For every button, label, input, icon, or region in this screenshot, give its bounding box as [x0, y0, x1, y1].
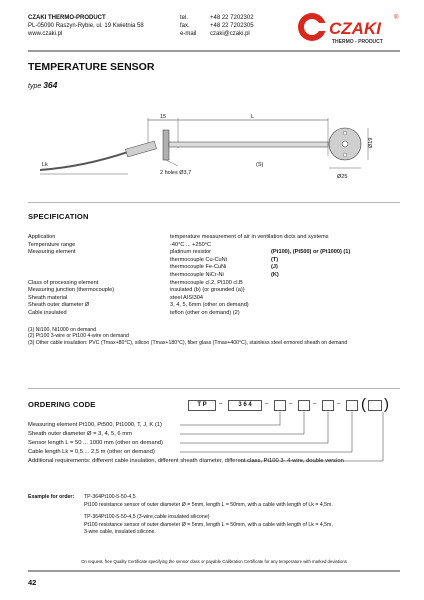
company-website[interactable]: www.czaki.pl — [28, 31, 63, 37]
code-paren-open: ( — [361, 396, 366, 413]
code-box-additional — [368, 400, 382, 411]
spec-row — [28, 295, 400, 302]
examples-block — [84, 494, 402, 535]
note-3: (3) Other cable insulation: PVC (Tmax+80°C), silicon (Tmax+180°C), fiber glass (Tmax+400°C), stainless steel ermored sheath on demand — [28, 339, 348, 346]
code-dash-1: – — [219, 401, 223, 407]
spec-rule — [28, 202, 400, 203]
ordering-line-element: Measuring element Pt100, Pt500, Pt1000, T, J, K (1) — [28, 422, 162, 428]
code-box-diameter — [298, 400, 310, 411]
spec-row — [28, 310, 400, 317]
code-box-cable — [346, 400, 358, 411]
center-bore — [342, 141, 348, 147]
code-dash-3: – — [289, 401, 293, 407]
spec-value: platinum resistor — [170, 249, 212, 256]
ordering-heading: ORDERING CODE — [28, 400, 96, 409]
flange — [163, 130, 169, 160]
spec-value: thermocouple NiCr-Ni — [170, 272, 224, 278]
spec-row — [28, 234, 400, 241]
spec-label: Class of processing element — [28, 279, 99, 286]
code-paren-close: ) — [384, 396, 389, 413]
spec-row — [28, 302, 400, 309]
spec-value: thermocouple Fe-CuNi — [170, 264, 227, 271]
spec-notes — [28, 327, 400, 346]
spec-value: teflon (other on demand) (2) — [170, 310, 240, 316]
spec-row — [28, 242, 400, 249]
code-box-length — [322, 400, 334, 411]
spec-value: -40°C ... +250°C — [170, 241, 212, 248]
ordering-line-additional: Additional requirements: different cable insulation, different sheath diameter, different class, Pt100 3- 4-wire, double version — [28, 458, 344, 464]
logo-wordmark: CZAKI — [329, 19, 381, 38]
page-number: 42 — [28, 578, 37, 587]
code-dash-2: – — [265, 401, 269, 407]
spec-label: Sheath outer diameter Ø — [28, 302, 90, 309]
spec-qualifier: (J) — [271, 264, 278, 271]
spec-row — [28, 280, 400, 287]
page-title: TEMPERATURE SENSOR — [28, 61, 155, 73]
spec-label: Application — [28, 234, 56, 240]
code-dash-5: – — [337, 401, 341, 407]
spec-qualifier: (Pt100), (Pt500) or (Pt1000) (1) — [271, 249, 351, 256]
sheath — [169, 142, 328, 147]
type-number: 364 — [43, 80, 58, 90]
mount-hole-bottom — [343, 153, 347, 157]
dim-15-label: 15 — [160, 114, 167, 120]
spec-label: Measuring element — [28, 249, 76, 256]
spec-value: steel AISI304 — [170, 294, 203, 301]
code-box-element — [274, 400, 286, 411]
example-2-code: TP-364Pt100-5-50-4,5 (3-wire,cable insulated silicone) — [84, 513, 210, 520]
ordering-code-boxes — [188, 396, 400, 413]
spec-value: temperature measurement of air in ventilation dicts and systems — [170, 234, 329, 240]
mount-hole-top — [343, 131, 347, 135]
dim-19-label: Ø19 — [368, 137, 374, 148]
spec-heading: SPECIFICATION — [28, 212, 89, 221]
tel-value: +48 22 7202302 — [210, 15, 254, 21]
holes-leader — [166, 160, 178, 166]
spec-value: insulated (b) (or grounded (a)) — [170, 287, 245, 294]
spec-row — [28, 249, 400, 256]
example-1-desc: Pt100 resistance sensor of outer diameter Ø = 5mm, length L = 50mm, with a cable with length of Lk = 4,5m. — [84, 502, 333, 509]
spec-value: 3, 4, 5, 6mm (other on demand) — [170, 302, 249, 309]
logo-reg-mark: ® — [394, 15, 399, 21]
company-logo — [296, 10, 406, 48]
email-value[interactable]: czaki@czaki.pl — [210, 31, 250, 37]
ordering-line-cable: Cable length Lk = 0,5 ... 2,5 m (other on demand) — [28, 449, 155, 455]
fax-label: fax. — [180, 23, 190, 29]
example-2-desc-2: 3-wire cable, insulated silicone. — [84, 528, 156, 535]
code-dash-4: – — [313, 401, 317, 407]
sensor-drawing — [28, 108, 400, 186]
spec-label: Cable insulated — [28, 310, 67, 316]
spec-label: Temperature range — [28, 241, 76, 248]
strain-relief — [125, 141, 156, 157]
example-label: Example for order: — [28, 494, 75, 500]
company-address: PL-05090 Raszyn-Rybie, ul. 19 Kwietnia 58 — [28, 23, 144, 29]
spec-row — [28, 264, 400, 271]
dim-L-label: L — [251, 114, 255, 120]
email-label: e-mail — [180, 31, 197, 37]
fax-value: +48 22 7202305 — [210, 23, 254, 29]
example-1-code: TP-364Pt100-5-50-4,5 — [84, 494, 136, 500]
spec-label: Measuring junction (thermocouple) — [28, 287, 115, 294]
spec-row — [28, 287, 400, 294]
spec-qualifier: (K) — [271, 272, 279, 278]
company-name: CZAKI THERMO-PRODUCT — [28, 15, 106, 21]
cable — [40, 152, 128, 170]
type-label — [28, 80, 57, 90]
dim-25-label: Ø25 — [337, 174, 348, 180]
ordering-rule — [28, 388, 400, 389]
code-box-tp: T P — [188, 400, 216, 411]
spec-row — [28, 272, 400, 279]
type-word: type — [28, 83, 42, 90]
note-1: (1) Ni100, Ni1000 on demand — [28, 327, 97, 333]
footer-rule — [28, 570, 400, 572]
note-2: (2) Pt100 3-wire or Pt100 4-wire on demand — [28, 333, 129, 340]
ordering-line-diameter: Sheath outer diameter Ø = 3, 4, 5, 6 mm — [28, 431, 132, 437]
spec-label: Sheath material — [28, 294, 68, 301]
footer-note: On request, free Quality Certificate specifying the sensor class or payable Calibration Certificate for any temperature with marked deviations — [81, 559, 347, 564]
spec-row — [28, 257, 400, 264]
holes-label: 2 holes Ø3,7 — [160, 170, 192, 176]
ordering-line-length: Sensor length L = 50 ... 1000 mm (other on demand) — [28, 440, 163, 446]
mark-S-label: (S) — [256, 162, 264, 168]
dim-Lk-label: Lk — [42, 162, 48, 168]
spec-qualifier: (T) — [271, 256, 279, 263]
ordering-lines — [28, 421, 344, 466]
code-box-364: 3 6 4 — [228, 400, 262, 411]
spec-value: thermocouple cl.2, Pt100 cl.B — [170, 279, 243, 286]
tel-label: tel. — [180, 15, 189, 21]
logo-subtitle: THERMO - PRODUCT — [332, 39, 383, 45]
header-rule — [28, 50, 400, 52]
spec-value: thermocouple Cu-CuNi — [170, 256, 227, 263]
example-2-desc-1: Pt100 resistance sensor of outer diameter Ø = 5mm, length L = 50mm, with a cable with length of Lk = 4,5m, — [84, 522, 333, 529]
